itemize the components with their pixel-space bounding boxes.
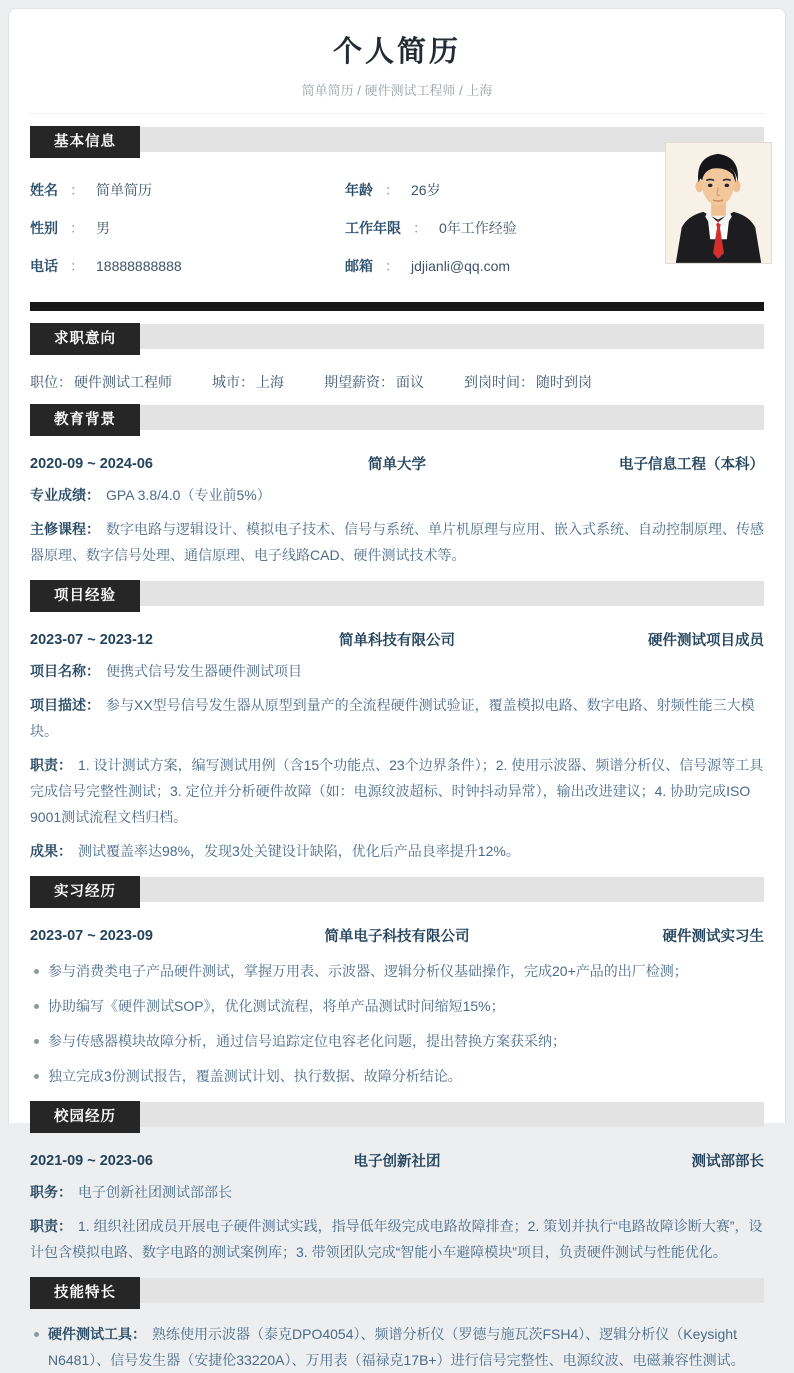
resume-header [30,9,764,114]
para-label: 职责： [30,757,72,773]
avatar-illustration [666,143,771,263]
campus-row [30,1150,764,1171]
internship-role: 硬件测试实习生 [662,929,764,945]
internship-bullets [30,958,764,1089]
section-bar [140,1278,764,1303]
section-campus [30,1101,764,1265]
section-header [30,876,764,908]
section-badge-basic-info: 基本信息 [30,126,140,158]
list-item: 独立完成3份测试报告，覆盖测试计划、执行数据、故障分析结论。 [30,1063,764,1089]
field-colon: ： [385,182,399,198]
education-courses [30,516,764,568]
para-text: 数字电路与逻辑设计、模拟电子技术、信号与系统、单片机原理与应用、嵌入式系统、自动控制原理、传感器原理、数字信号处理、通信原理、电子线路CAD、硬件测试技术等。 [30,521,764,563]
section-project [30,580,764,864]
section-header [30,323,764,355]
list-item [30,1321,764,1373]
intent-availability [464,372,592,392]
project-results [30,838,764,864]
campus-position [30,1179,764,1205]
field-colon: ： [413,220,427,236]
field-value: 0年工作经验 [439,220,517,236]
field-name [30,178,345,202]
intent-value: 上海 [256,374,284,390]
para-text: 熟练使用示波器（泰克DPO4054）、频谱分析仪（罗德与施瓦茨FSH4）、逻辑分析仪（Keysight N6481）、信号发生器（安捷伦33220A）、万用表（福禄克17B+）进行信号完整性、电源纹波、电磁兼容性测试。 [48,1326,745,1368]
field-value: 男 [96,220,110,236]
education-row [30,453,764,474]
project-row [30,629,764,650]
field-label: 邮箱 [345,258,373,274]
section-skills [30,1277,764,1373]
field-phone [30,254,345,278]
section-header [30,126,764,158]
para-text: 1. 组织社团成员开展电子硬件测试实践，指导低年级完成电路故障排查；2. 策划并执行“电路故障诊断大赛”，设计包含模拟电路、数字电路的测试案例库；3. 带领团队完成“智能小车避障模块”项目，负责硬件测试与性能优化。 [30,1218,763,1260]
field-gender [30,216,345,240]
section-bar [140,405,764,430]
field-value: 简单简历 [96,182,152,198]
field-colon: ： [70,258,84,274]
section-header [30,1277,764,1309]
para-text: 1. 设计测试方案，编写测试用例（含15个功能点、23个边界条件）；2. 使用示波器、频谱分析仪、信号源等工具完成信号完整性测试；3. 定位并分析硬件故障（如：电源纹波超标、时钟抖动异常），输出改进建议；4. 协助完成ISO 9001测试流程文档归档。 [30,757,764,825]
education-gpa [30,482,764,508]
para-label: 专业成绩： [30,487,100,503]
field-label: 性别 [30,220,58,236]
section-header [30,404,764,436]
section-badge-internship: 实习经历 [30,876,140,908]
field-colon: ： [385,258,399,274]
internship-period: 2023-07 ~ 2023-09 [30,927,153,944]
campus-role: 测试部部长 [691,1154,764,1170]
para-text: 测试覆盖率达98%，发现3处关键设计缺陷，优化后产品良率提升12%。 [78,843,520,859]
intent-value: 面议 [396,374,424,390]
section-badge-job-intention: 求职意向 [30,323,140,355]
field-colon: ： [70,220,84,236]
field-value: 18888888888 [96,258,182,274]
intent-label: 到岗时间： [464,374,534,390]
field-label: 工作年限 [345,220,401,236]
page-subtitle: 简单简历 / 硬件测试工程师 / 上海 [301,83,493,98]
section-badge-education: 教育背景 [30,404,140,436]
job-intention-line [30,372,764,392]
field-label: 年龄 [345,182,373,198]
section-badge-campus: 校园经历 [30,1101,140,1133]
list-item: 协助编写《硬件测试SOP》，优化测试流程，将单产品测试时间缩短15%； [30,993,764,1019]
section-bar [140,1102,764,1127]
project-company: 简单科技有限公司 [339,633,455,649]
campus-duties [30,1213,764,1265]
resume-page [8,8,786,1368]
section-header [30,580,764,612]
campus-org: 电子创新社团 [353,1154,441,1170]
para-label: 主修课程： [30,521,100,537]
intent-label: 期望薪资： [324,374,394,390]
project-role: 硬件测试项目成员 [648,633,764,649]
project-name [30,658,764,684]
project-period: 2023-07 ~ 2023-12 [30,631,153,648]
page-title: 个人简历 [332,36,461,68]
para-text: 参与XX型号信号发生器从原型到量产的全流程硬件测试验证，覆盖模拟电路、数字电路、射频性能三大模块。 [30,697,755,739]
section-basic-info [30,126,764,278]
education-period: 2020-09 ~ 2024-06 [30,455,153,472]
field-label: 姓名 [30,182,58,198]
project-description [30,692,764,744]
section-internship [30,876,764,1089]
intent-city [212,372,284,392]
list-item: 参与传感器模块故障分析，通过信号追踪定位电容老化问题，提出替换方案获采纳； [30,1028,764,1054]
para-label: 项目描述： [30,697,100,713]
intent-label: 职位： [30,374,72,390]
section-divider [30,302,764,311]
para-label: 职务： [30,1184,72,1200]
section-header [30,1101,764,1133]
campus-period: 2021-09 ~ 2023-06 [30,1152,153,1169]
intent-value: 硬件测试工程师 [74,374,172,390]
project-duties [30,752,764,830]
section-bar [140,581,764,606]
intent-salary [324,372,424,392]
section-bar [140,324,764,349]
section-education [30,404,764,568]
field-value: 26岁 [411,182,441,198]
section-badge-skills: 技能特长 [30,1277,140,1309]
para-label: 项目名称： [30,663,100,679]
section-bar [140,877,764,902]
education-school: 简单大学 [368,457,426,473]
para-text: 便携式信号发生器硬件测试项目 [106,663,302,679]
section-job-intention [30,323,764,392]
intent-position [30,372,172,392]
intent-value: 随时到岗 [536,374,592,390]
list-item: 参与消费类电子产品硬件测试，掌握万用表、示波器、逻辑分析仪基础操作，完成20+产品的出厂检测； [30,958,764,984]
education-major: 电子信息工程（本科） [619,457,764,473]
section-badge-project: 项目经验 [30,580,140,612]
internship-company: 简单电子科技有限公司 [324,929,470,945]
skills-bullets [30,1321,764,1373]
para-label: 职责： [30,1218,72,1234]
profile-photo [665,142,772,264]
basic-info-fields [30,178,764,278]
para-label: 成果： [30,843,72,859]
para-text: GPA 3.8/4.0（专业前5%） [106,487,271,503]
field-value: jdjianli@qq.com [411,258,511,274]
field-label: 电话 [30,258,58,274]
field-colon: ： [70,182,84,198]
intent-label: 城市： [212,374,254,390]
para-text: 电子创新社团测试部部长 [78,1184,232,1200]
internship-row [30,925,764,946]
para-label: 硬件测试工具： [48,1326,146,1342]
